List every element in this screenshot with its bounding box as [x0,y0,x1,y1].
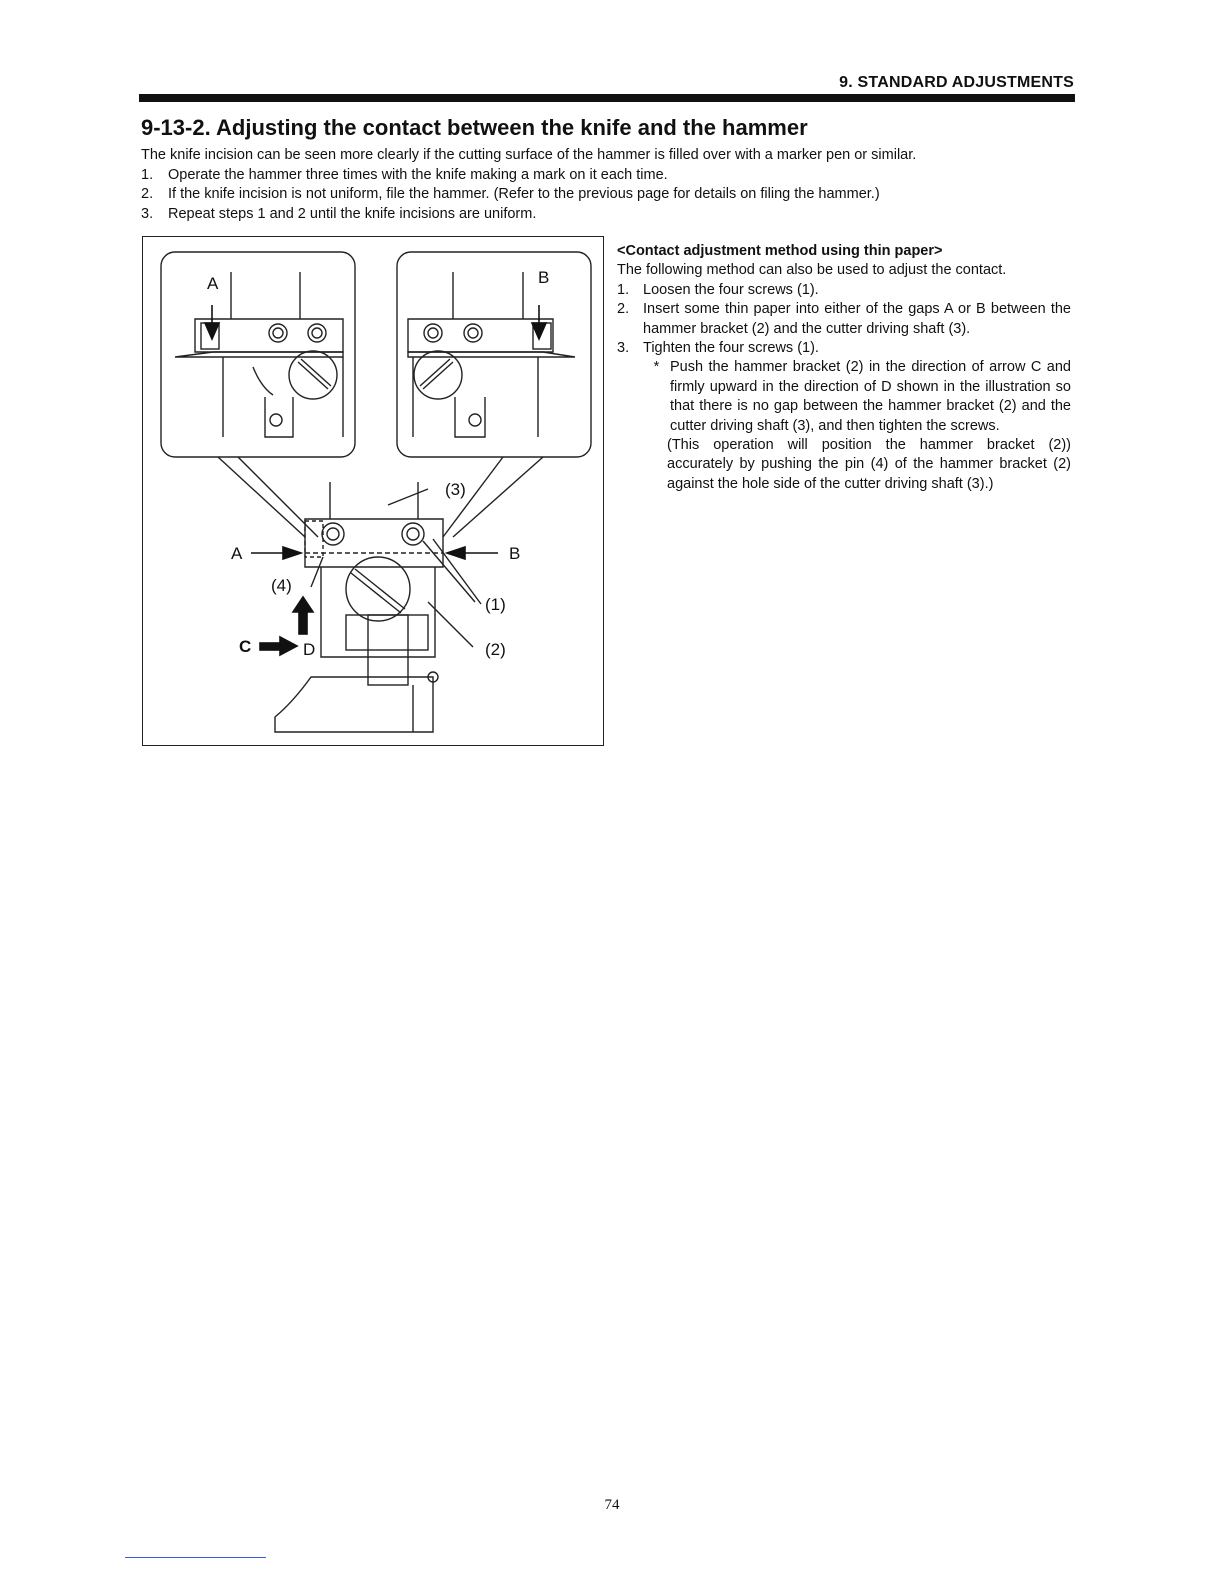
arrow-d-icon [293,597,313,612]
step-number: 2. [617,301,630,318]
paper-method-step [617,300,1071,339]
arrow-b-icon [447,547,465,559]
label-c: C [239,637,252,656]
intro-step [141,185,1081,205]
step-text: Operate the hammer three times with the knife making a mark on it each time. [168,166,668,183]
label-d: D [303,640,316,659]
intro-text: The knife incision can be seen more clearly if the cutting surface of the hammer is filled over with a marker pen or similar. [141,147,917,163]
label-a-top: A [207,274,219,293]
page-number: 74 [604,1497,620,1513]
arrow-c-icon [280,637,297,655]
step-text: If the knife incision is not uniform, file the hammer. (Refer to the previous page for details on filing the hammer.) [168,186,880,202]
paper-method-steps [617,281,1071,359]
chapter-title: 9. STANDARD ADJUSTMENTS [839,74,1074,91]
paper-method-step [617,281,1071,300]
step-number: 1. [141,166,154,183]
step-number: 2. [141,186,154,202]
note-detail: (This operation will position the hammer bracket (2)) accurately by pushing the pin (4) of the hammer bracket (2) against the hole side of the cutter driving shaft (3).) [667,437,1071,492]
paper-method-step [617,339,1071,358]
step-number: 3. [141,205,154,222]
adjustment-illustration [142,236,604,746]
label-b-top: B [538,268,550,287]
paper-method-title: <Contact adjustment method using thin paper> [617,243,943,259]
intro-step [141,205,1081,225]
paper-method-block [617,242,1071,494]
illustration-drawing [143,237,605,747]
intro-steps [141,166,1081,225]
arrow-a-icon [283,547,301,559]
step-number: 3. [617,340,630,357]
arrow-a-detail-icon [205,323,219,339]
label-a-side: A [231,544,243,563]
paper-method-intro: The following method can also be used to adjust the contact. [617,262,1007,279]
arrow-b-detail-icon [532,323,546,339]
step-text: Insert some thin paper into either of the gaps A or B between the hammer bracket (2) and the cutter driving shaft (3). [643,301,1071,337]
step-number: 1. [617,281,630,298]
label-b-side: B [509,544,521,563]
step-text: Repeat steps 1 and 2 until the knife incisions are uniform. [168,205,537,222]
step-text: Loosen the four screws (1). [643,281,819,298]
label-pin-4: (4) [271,576,292,595]
footer-link-line [125,1557,266,1558]
note-mark: * [653,359,660,376]
label-screw-3: (3) [445,480,466,499]
label-bracket-2: (2) [485,640,506,659]
note-text: Push the hammer bracket (2) in the direction of arrow C and firmly upward in the direction of D shown in the illustration so that there is no gap between the hammer bracket (2) and the cutter driving shaft (3), and then tighten the screws. [670,359,1071,434]
step-text: Tighten the four screws (1). [643,340,819,357]
intro-block [141,146,1081,224]
intro-step [141,166,1081,186]
note [617,358,1071,436]
header-rule [139,94,1075,102]
label-screw-1: (1) [485,595,506,614]
section-title: 9-13-2. Adjusting the contact between the knife and the hammer [141,115,808,140]
